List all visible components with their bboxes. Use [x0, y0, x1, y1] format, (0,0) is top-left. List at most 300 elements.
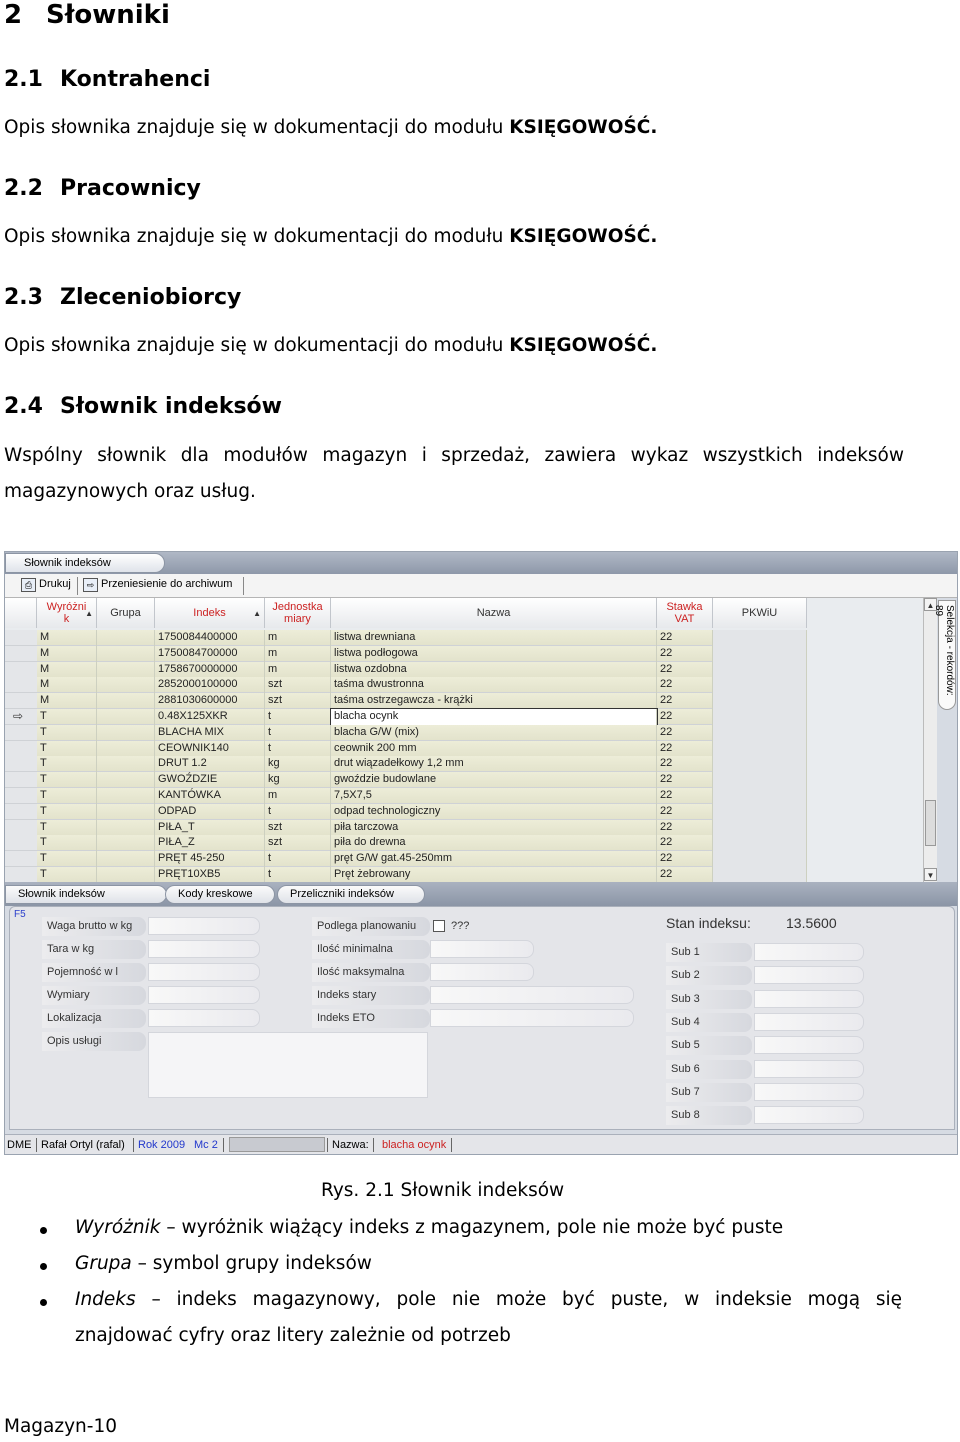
cell-w[interactable]: T	[37, 851, 97, 867]
cell-j[interactable]: m	[265, 646, 331, 662]
row-cells	[37, 820, 807, 836]
bullet-text	[75, 1289, 902, 1310]
tab-przeliczniki[interactable]: Przeliczniki indeksów	[277, 885, 425, 904]
status-separator	[451, 1138, 452, 1152]
sort-up-icon: ▲	[253, 609, 261, 618]
grid-header-indicator	[5, 598, 37, 628]
row-filler	[807, 709, 923, 725]
field-indeks-stary[interactable]	[430, 986, 634, 1004]
column-label: Nazwa	[476, 607, 511, 619]
paragraph-text: Opis słownika znajduje się w dokumentacji do modułu	[4, 335, 510, 356]
column-label: Indeks	[193, 607, 226, 619]
table-row[interactable]	[5, 788, 923, 804]
cell-v[interactable]: 22	[657, 630, 713, 646]
cell-n[interactable]: taśma ostrzegawcza - krążki	[331, 693, 657, 709]
cell-g[interactable]	[97, 851, 155, 867]
row-indicator[interactable]	[5, 662, 37, 678]
paragraph-text: Opis słownika znajduje się w dokumentacji do modułu	[4, 117, 510, 138]
column-label: Stawka VAT	[666, 601, 703, 625]
cell-g[interactable]	[97, 677, 155, 693]
row-filler	[807, 646, 923, 662]
cell-p[interactable]	[713, 630, 807, 646]
field-opis-uslugi[interactable]	[148, 1032, 428, 1098]
row-filler	[807, 630, 923, 646]
cell-n[interactable]: ceownik 200 mm	[331, 741, 657, 757]
field-tara[interactable]	[148, 940, 260, 958]
cell-n[interactable]: odpad technologiczny	[331, 804, 657, 820]
cell-g[interactable]	[97, 630, 155, 646]
row-cells	[37, 646, 807, 662]
table-row[interactable]	[5, 835, 923, 851]
cell-j[interactable]: m	[265, 788, 331, 804]
cell-w[interactable]: T	[37, 804, 97, 820]
cell-w[interactable]: T	[37, 709, 97, 725]
cell-v[interactable]: 22	[657, 835, 713, 851]
row-cells	[37, 804, 807, 820]
planning-value: ???	[451, 920, 470, 932]
cell-v[interactable]: 22	[657, 693, 713, 709]
cell-g[interactable]	[97, 867, 155, 883]
section-text-2-1	[4, 117, 657, 138]
cell-p[interactable]	[713, 835, 807, 851]
table-row[interactable]	[5, 867, 923, 883]
section-heading-2-3	[4, 285, 241, 310]
detail-panel	[9, 906, 955, 1130]
f5-hint: F5	[14, 909, 26, 920]
cell-j[interactable]: kg	[265, 756, 331, 772]
tab-slownik-indeksow[interactable]: Słownik indeksów	[5, 885, 167, 904]
archive-label: Przeniesienie do archiwum	[101, 578, 233, 590]
label-wymiary: Wymiary	[42, 986, 146, 1005]
cell-v[interactable]: 22	[657, 741, 713, 757]
cell-w[interactable]: M	[37, 693, 97, 709]
paragraph-text: Opis słownika znajduje się w dokumentacji do modułu	[4, 226, 510, 247]
cell-j[interactable]: kg	[265, 772, 331, 788]
row-cells	[37, 788, 807, 804]
cell-g[interactable]	[97, 693, 155, 709]
field-indeks-eto[interactable]	[430, 1009, 634, 1027]
bullet-desc: – symbol grupy indeksów	[131, 1253, 372, 1274]
cell-n[interactable]: blacha ocynk	[331, 709, 657, 725]
grid-scrollbar[interactable]	[923, 598, 937, 882]
bullet-desc: – wyróżnik wiążący indeks z magazynem, pole nie może być puste	[160, 1217, 784, 1238]
row-filler	[807, 677, 923, 693]
row-filler	[807, 851, 923, 867]
cell-w[interactable]: M	[37, 677, 97, 693]
cell-n[interactable]: listwa drewniana	[331, 630, 657, 646]
field-sub-1[interactable]	[754, 943, 864, 961]
row-indicator[interactable]	[5, 630, 37, 646]
cell-p[interactable]	[713, 788, 807, 804]
cell-i[interactable]: KANTÓWKA	[155, 788, 265, 804]
status-separator	[36, 1138, 37, 1152]
cell-p[interactable]	[713, 741, 807, 757]
cell-w[interactable]: M	[37, 662, 97, 678]
label-waga-brutto: Waga brutto w kg	[42, 917, 146, 936]
cell-i[interactable]: PRĘT10XB5	[155, 867, 265, 883]
cell-w[interactable]: T	[37, 867, 97, 883]
cell-i[interactable]: 1750084400000	[155, 630, 265, 646]
row-filler	[807, 772, 923, 788]
window-tab[interactable]: Słownik indeksów	[5, 553, 165, 573]
section-heading-2-2	[4, 176, 201, 201]
scroll-thumb[interactable]	[925, 800, 936, 846]
field-wymiary[interactable]	[148, 986, 260, 1004]
table-row[interactable]	[5, 851, 923, 867]
row-indicator[interactable]	[5, 677, 37, 693]
label-sub-4: Sub 4	[666, 1013, 752, 1032]
label-pojemnosc: Pojemność w l	[42, 963, 146, 982]
cell-w[interactable]: T	[37, 756, 97, 772]
status-empty-field	[229, 1137, 325, 1152]
cell-g[interactable]	[97, 835, 155, 851]
cell-g[interactable]	[97, 709, 155, 725]
row-cells	[37, 756, 807, 772]
cell-n[interactable]: listwa podłogowa	[331, 646, 657, 662]
cell-v[interactable]: 22	[657, 725, 713, 741]
cell-n[interactable]: Pręt żebrowany	[331, 867, 657, 883]
row-cells	[37, 772, 807, 788]
bullet-term: Wyróżnik	[75, 1217, 161, 1238]
cell-j[interactable]: szt	[265, 693, 331, 709]
chapter-number: 2	[4, 0, 23, 30]
field-sub-6[interactable]	[754, 1060, 864, 1078]
cell-i[interactable]: DRUT 1.2	[155, 756, 265, 772]
row-indicator[interactable]	[5, 693, 37, 709]
row-indicator[interactable]	[5, 741, 37, 757]
cell-v[interactable]: 22	[657, 804, 713, 820]
column-header-vat[interactable]	[657, 598, 713, 628]
column-label: Grupa	[110, 607, 141, 619]
cell-n[interactable]: taśma dwustronna	[331, 677, 657, 693]
cell-j[interactable]: m	[265, 630, 331, 646]
row-cells	[37, 693, 807, 709]
sort-up-icon: ▲	[85, 609, 93, 618]
label-opis-uslugi: Opis usługi	[42, 1032, 146, 1051]
chapter-heading	[4, 0, 170, 30]
cell-p[interactable]	[713, 820, 807, 836]
section-number: 2.4	[4, 394, 43, 419]
label-sub-2: Sub 2	[666, 966, 752, 985]
cell-n[interactable]: listwa ozdobna	[331, 662, 657, 678]
cell-p[interactable]	[713, 756, 807, 772]
cell-j[interactable]: t	[265, 867, 331, 883]
cell-g[interactable]	[97, 820, 155, 836]
print-label: Drukuj	[39, 578, 71, 590]
row-filler	[807, 741, 923, 757]
row-indicator[interactable]	[5, 646, 37, 662]
cell-i[interactable]: 1758670000000	[155, 662, 265, 678]
field-sub-2[interactable]	[754, 966, 864, 984]
row-filler	[807, 835, 923, 851]
cell-i[interactable]: 1750084700000	[155, 646, 265, 662]
table-row[interactable]	[5, 772, 923, 788]
cell-j[interactable]: t	[265, 851, 331, 867]
cell-v[interactable]: 22	[657, 756, 713, 772]
cell-v[interactable]: 22	[657, 788, 713, 804]
table-row[interactable]	[5, 804, 923, 820]
scroll-down-icon[interactable]: ▼	[924, 868, 937, 881]
row-cells	[37, 867, 807, 883]
current-row-pointer-icon[interactable]: ⇨	[5, 709, 37, 725]
field-waga-brutto[interactable]	[148, 917, 260, 935]
row-filler	[807, 788, 923, 804]
cell-w[interactable]: T	[37, 741, 97, 757]
cell-j[interactable]: m	[265, 662, 331, 678]
cell-n[interactable]: blacha G/W (mix)	[331, 725, 657, 741]
cell-n[interactable]: pręt G/W gat.45-250mm	[331, 851, 657, 867]
label-sub-8: Sub 8	[666, 1106, 752, 1125]
column-header-nazwa[interactable]	[331, 598, 657, 628]
cell-g[interactable]	[97, 662, 155, 678]
bullet-term: Indeks	[75, 1289, 136, 1310]
module-name: KSIĘGOWOŚĆ.	[509, 226, 658, 247]
chapter-title: Słowniki	[46, 0, 170, 30]
cell-i[interactable]: CEOWNIK140	[155, 741, 265, 757]
field-sub-5[interactable]	[754, 1036, 864, 1054]
module-name: KSIĘGOWOŚĆ.	[509, 335, 658, 356]
table-row[interactable]	[5, 630, 923, 646]
row-indicator[interactable]	[5, 867, 37, 883]
print-button[interactable]	[21, 578, 71, 594]
table-row[interactable]	[5, 646, 923, 662]
row-filler	[807, 693, 923, 709]
cell-p[interactable]	[713, 662, 807, 678]
cell-v[interactable]: 22	[657, 709, 713, 725]
table-row[interactable]	[5, 662, 923, 678]
cell-w[interactable]: T	[37, 788, 97, 804]
section-text-2-2	[4, 226, 657, 247]
cell-i[interactable]: 2852000100000	[155, 677, 265, 693]
cell-n[interactable]: drut wiązadełkowy 1,2 mm	[331, 756, 657, 772]
cell-w[interactable]: M	[37, 646, 97, 662]
label-sub-6: Sub 6	[666, 1060, 752, 1079]
cell-v[interactable]: 22	[657, 646, 713, 662]
table-row[interactable]	[5, 709, 923, 725]
row-filler	[807, 725, 923, 741]
column-label: PKWiU	[741, 607, 778, 619]
cell-i[interactable]: GWOŹDZIE	[155, 772, 265, 788]
status-name-label: Nazwa:	[332, 1139, 369, 1151]
page-footer: Magazyn-10	[4, 1416, 117, 1437]
cell-g[interactable]	[97, 788, 155, 804]
cell-i[interactable]: PIŁA_Z	[155, 835, 265, 851]
cell-w[interactable]: T	[37, 835, 97, 851]
cell-w[interactable]: M	[37, 630, 97, 646]
table-row[interactable]	[5, 677, 923, 693]
bullet-text	[75, 1253, 372, 1274]
cell-g[interactable]	[97, 725, 155, 741]
archive-icon: ⇨	[83, 578, 98, 592]
toolbar-separator	[77, 577, 78, 595]
cell-i[interactable]: ODPAD	[155, 804, 265, 820]
cell-w[interactable]: T	[37, 725, 97, 741]
cell-j[interactable]: t	[265, 741, 331, 757]
cell-n[interactable]: 7,5X7,5	[331, 788, 657, 804]
label-indeks-stary: Indeks stary	[312, 986, 430, 1005]
cell-j[interactable]: szt	[265, 835, 331, 851]
field-ilosc-maksymalna[interactable]	[430, 963, 534, 981]
label-ilosc-minimalna: Ilość minimalna	[312, 940, 430, 959]
column-header-pkwiu[interactable]	[713, 598, 807, 628]
row-indicator[interactable]	[5, 788, 37, 804]
section-heading-2-4	[4, 394, 282, 419]
row-filler	[807, 867, 923, 883]
cell-g[interactable]	[97, 772, 155, 788]
status-separator	[223, 1138, 224, 1152]
row-indicator[interactable]	[5, 820, 37, 836]
selection-tab[interactable]: Selekcja - rekordów: 89	[938, 600, 956, 710]
cell-j[interactable]: t	[265, 709, 331, 725]
field-lokalizacja[interactable]	[148, 1009, 260, 1027]
cell-g[interactable]	[97, 756, 155, 772]
cell-v[interactable]: 22	[657, 851, 713, 867]
cell-v[interactable]: 22	[657, 867, 713, 883]
cell-j[interactable]: szt	[265, 677, 331, 693]
row-indicator[interactable]	[5, 851, 37, 867]
cell-i[interactable]: BLACHA MIX	[155, 725, 265, 741]
selection-side-panel	[933, 598, 957, 882]
field-sub-7[interactable]	[754, 1083, 864, 1101]
section-text-2-3	[4, 335, 657, 356]
row-indicator[interactable]	[5, 772, 37, 788]
stan-label: Stan indeksu:	[666, 915, 751, 931]
column-header-indeks[interactable]	[155, 598, 265, 628]
column-header-grupa[interactable]	[97, 598, 155, 628]
intro-line-1: Wspólny słownik dla modułów magazyn i sprzedaż, zawiera wykaz wszystkich indeksów	[4, 445, 904, 466]
stan-value: 13.5600	[786, 915, 837, 931]
planning-checkbox[interactable]	[433, 920, 445, 932]
archive-button[interactable]	[83, 578, 232, 594]
column-header-wyroznik[interactable]	[37, 598, 97, 628]
status-separator	[327, 1138, 328, 1152]
field-sub-3[interactable]	[754, 990, 864, 1008]
scroll-up-icon[interactable]: ▲	[924, 598, 937, 611]
status-month: Mc 2	[194, 1139, 218, 1151]
label-indeks-eto: Indeks ETO	[312, 1009, 430, 1028]
table-row[interactable]	[5, 756, 923, 772]
detail-tabs	[5, 882, 957, 906]
section-title: Słownik indeksów	[60, 394, 282, 419]
section-number: 2.1	[4, 67, 43, 92]
label-sub-7: Sub 7	[666, 1083, 752, 1102]
cell-n[interactable]: piła tarczowa	[331, 820, 657, 836]
row-indicator[interactable]	[5, 835, 37, 851]
table-row[interactable]	[5, 693, 923, 709]
row-cells	[37, 630, 807, 646]
row-cells	[37, 677, 807, 693]
column-label: Jednostka miary	[272, 601, 323, 625]
cell-w[interactable]: T	[37, 820, 97, 836]
bullet-icon	[40, 1263, 47, 1270]
row-filler	[807, 756, 923, 772]
section-number: 2.2	[4, 176, 43, 201]
cell-v[interactable]: 22	[657, 677, 713, 693]
section-title: Kontrahenci	[60, 67, 211, 92]
cell-v[interactable]: 22	[657, 662, 713, 678]
cell-i[interactable]: 0.48X125XKR	[155, 709, 265, 725]
status-separator	[373, 1138, 374, 1152]
cell-p[interactable]	[713, 677, 807, 693]
tab-kody-kreskowe[interactable]: Kody kreskowe	[165, 885, 275, 904]
table-row[interactable]	[5, 725, 923, 741]
figure-caption: Rys. 2.1 Słownik indeksów	[321, 1180, 565, 1201]
label-ilosc-maksymalna: Ilość maksymalna	[312, 963, 430, 982]
label-podlega-planowaniu: Podlega planowaniu	[312, 917, 430, 936]
status-user: Rafał Ortyl (rafal)	[41, 1139, 125, 1151]
row-indicator[interactable]	[5, 804, 37, 820]
row-cells	[37, 741, 807, 757]
module-name: KSIĘGOWOŚĆ.	[509, 117, 658, 138]
label-sub-1: Sub 1	[666, 943, 752, 962]
cell-i[interactable]: 2881030600000	[155, 693, 265, 709]
row-indicator[interactable]	[5, 725, 37, 741]
cell-j[interactable]: t	[265, 804, 331, 820]
cell-p[interactable]	[713, 851, 807, 867]
cell-p[interactable]	[713, 646, 807, 662]
row-cells	[37, 709, 807, 725]
field-sub-4[interactable]	[754, 1013, 864, 1031]
cell-j[interactable]: szt	[265, 820, 331, 836]
cell-i[interactable]: PRĘT 45-250	[155, 851, 265, 867]
field-ilosc-minimalna[interactable]	[430, 940, 534, 958]
label-tara: Tara w kg	[42, 940, 146, 959]
bullet-continuation: znajdować cyfry oraz litery zależnie od potrzeb	[75, 1325, 511, 1346]
table-row[interactable]	[5, 741, 923, 757]
cell-g[interactable]	[97, 741, 155, 757]
cell-n[interactable]: gwoździe budowlane	[331, 772, 657, 788]
cell-j[interactable]: t	[265, 725, 331, 741]
cell-p[interactable]	[713, 867, 807, 883]
section-number: 2.3	[4, 285, 43, 310]
field-sub-8[interactable]	[754, 1106, 864, 1124]
cell-n[interactable]: piła do drewna	[331, 835, 657, 851]
column-label: Wyróżni k	[46, 601, 87, 625]
section-title: Pracownicy	[60, 176, 201, 201]
column-header-jm[interactable]	[265, 598, 331, 628]
label-sub-5: Sub 5	[666, 1036, 752, 1055]
cell-p[interactable]	[713, 709, 807, 725]
field-pojemnosc[interactable]	[148, 963, 260, 981]
section-title: Zleceniobiorcy	[60, 285, 242, 310]
status-app: DME	[7, 1139, 32, 1151]
intro-line-2: magazynowych oraz usług.	[4, 481, 256, 502]
label-sub-3: Sub 3	[666, 990, 752, 1009]
cell-i[interactable]: PIŁA_T	[155, 820, 265, 836]
window-tab-bar	[5, 552, 957, 574]
cell-g[interactable]	[97, 646, 155, 662]
cell-p[interactable]	[713, 725, 807, 741]
cell-p[interactable]	[713, 804, 807, 820]
label-lokalizacja: Lokalizacja	[42, 1009, 146, 1028]
cell-v[interactable]: 22	[657, 772, 713, 788]
cell-v[interactable]: 22	[657, 820, 713, 836]
cell-p[interactable]	[713, 693, 807, 709]
cell-p[interactable]	[713, 772, 807, 788]
row-cells	[37, 835, 807, 851]
row-indicator[interactable]	[5, 756, 37, 772]
section-heading-2-1	[4, 67, 210, 92]
bullet-icon	[40, 1227, 47, 1234]
index-grid	[5, 598, 923, 882]
cell-w[interactable]: T	[37, 772, 97, 788]
bullet-desc: – indeks magazynowy, pole nie może być puste, w indeksie mogą się	[135, 1289, 902, 1310]
status-bar	[5, 1134, 957, 1154]
status-separator	[133, 1138, 134, 1152]
table-row[interactable]	[5, 820, 923, 836]
cell-g[interactable]	[97, 804, 155, 820]
row-filler	[807, 804, 923, 820]
